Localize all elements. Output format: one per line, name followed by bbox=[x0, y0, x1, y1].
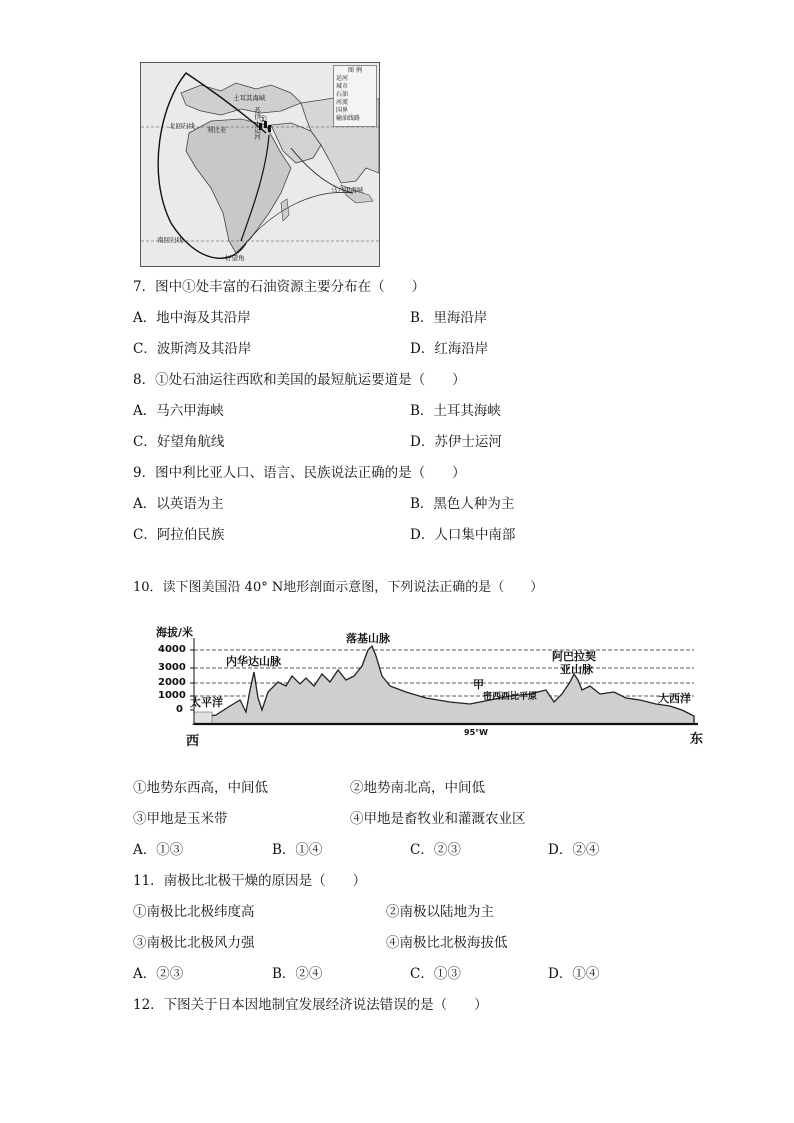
legend-title: 图 例 bbox=[348, 67, 362, 74]
map-label-malacca: 马六甲海峡 bbox=[331, 186, 364, 194]
legend-item: 运河 bbox=[336, 75, 349, 82]
q11-option-c[interactable]: C．①③ bbox=[410, 966, 461, 982]
map-label-turkey-strait: 土耳其海峡 bbox=[233, 94, 266, 102]
q10-option-b[interactable]: B．①④ bbox=[272, 842, 323, 858]
question-8-stem: 8．①处石油运往西欧和美国的最短航运要道是（ ） bbox=[133, 372, 466, 388]
label-rocky: 落基山脉 bbox=[346, 632, 390, 645]
q10-statement-3: ③甲地是玉米带 bbox=[133, 811, 228, 827]
map-label-cape: 好望角 bbox=[225, 254, 245, 262]
q10-statement-2: ②地势南北高，中间低 bbox=[350, 780, 485, 796]
question-10-stem: 10．读下图美国沿 40° N地形剖面示意图，下列说法正确的是（ ） bbox=[133, 580, 544, 595]
map-marker-1: ① bbox=[259, 115, 268, 125]
q10-statement-4: ④甲地是畜牧业和灌溉农业区 bbox=[350, 811, 526, 827]
q11-statement-4: ④南极比北极海拔低 bbox=[386, 935, 508, 951]
q9-option-d[interactable]: D．人口集中南部 bbox=[410, 527, 516, 543]
q8-option-a[interactable]: A．马六甲海峡 bbox=[133, 403, 224, 419]
question-11-stem: 11．南极比北极干燥的原因是（ ） bbox=[133, 873, 367, 889]
q7-option-b[interactable]: B．里海沿岸 bbox=[410, 310, 488, 326]
terrain-profile-figure bbox=[150, 620, 710, 748]
legend-item: 河流 bbox=[336, 99, 349, 106]
label-east: 东 bbox=[690, 732, 704, 747]
q9-option-c[interactable]: C．阿拉伯民族 bbox=[133, 527, 225, 543]
q11-option-b[interactable]: B．②④ bbox=[272, 966, 323, 982]
label-appalachian-1: 阿巴拉契 bbox=[552, 650, 596, 663]
y-tick: 0 bbox=[176, 704, 183, 715]
map-label-tropic-capricorn: 南回归线 bbox=[157, 236, 183, 244]
q9-option-b[interactable]: B．黑色人种为主 bbox=[410, 496, 515, 512]
q10-option-d[interactable]: D．②④ bbox=[548, 842, 600, 858]
q11-option-d[interactable]: D．①④ bbox=[548, 966, 600, 982]
legend-item: 城市 bbox=[336, 83, 349, 90]
map-label-libya: 利比亚 bbox=[207, 126, 227, 134]
y-axis-label: 海拔/米 bbox=[156, 626, 194, 639]
profile-drawing bbox=[150, 620, 710, 748]
question-12-stem: 12．下图关于日本因地制宜发展经济说法错误的是（ ） bbox=[133, 997, 488, 1013]
question-9-stem: 9．图中利比亚人口、语言、民族说法正确的是（ ） bbox=[133, 465, 466, 481]
q11-statement-2: ②南极以陆地为主 bbox=[386, 904, 494, 920]
q11-statement-3: ③南极比北极风力强 bbox=[133, 935, 255, 951]
q8-option-c[interactable]: C．好望角航线 bbox=[133, 434, 225, 450]
label-atlantic: 大西洋 bbox=[658, 692, 691, 705]
q7-option-c[interactable]: C．波斯湾及其沿岸 bbox=[133, 341, 252, 357]
y-tick: 2000 bbox=[158, 677, 186, 688]
label-west: 西 bbox=[186, 734, 200, 749]
y-tick: 4000 bbox=[158, 644, 186, 655]
q10-option-a[interactable]: A．①③ bbox=[133, 842, 184, 858]
q11-option-a[interactable]: A．②③ bbox=[133, 966, 184, 982]
map-label-tropic-cancer: 北回归线 bbox=[169, 122, 195, 130]
y-tick: 1000 bbox=[158, 690, 186, 701]
q9-option-a[interactable]: A．以英语为主 bbox=[133, 496, 224, 512]
q7-option-d[interactable]: D．红海沿岸 bbox=[410, 341, 489, 357]
q10-option-c[interactable]: C．②③ bbox=[410, 842, 461, 858]
label-nevada: 内华达山脉 bbox=[226, 655, 281, 668]
label-meridian: 95°W bbox=[464, 728, 488, 737]
q8-option-b[interactable]: B．土耳其海峡 bbox=[410, 403, 501, 419]
q11-statement-1: ①南极比北极纬度高 bbox=[133, 904, 255, 920]
label-pacific: 太平洋 bbox=[190, 696, 223, 709]
question-7-stem: 7．图中①处丰富的石油资源主要分布在（ ） bbox=[133, 279, 426, 295]
map-label-suez: 苏伊士运河 bbox=[253, 107, 261, 140]
label-mississippi: 密西西比平原 bbox=[483, 692, 538, 702]
legend-item: 石油 bbox=[336, 91, 349, 98]
map-legend bbox=[333, 65, 377, 127]
legend-item: 输油线路 bbox=[336, 115, 361, 122]
q10-statement-1: ①地势东西高，中间低 bbox=[133, 780, 268, 796]
q8-option-d[interactable]: D．苏伊士运河 bbox=[410, 434, 502, 450]
legend-item: 国界 bbox=[336, 107, 349, 114]
label-jia: 甲 bbox=[473, 678, 484, 691]
y-tick: 3000 bbox=[158, 662, 186, 673]
q7-option-a[interactable]: A．地中海及其沿岸 bbox=[133, 310, 251, 326]
label-appalachian-2: 亚山脉 bbox=[560, 663, 593, 676]
oil-route-map bbox=[140, 62, 380, 267]
